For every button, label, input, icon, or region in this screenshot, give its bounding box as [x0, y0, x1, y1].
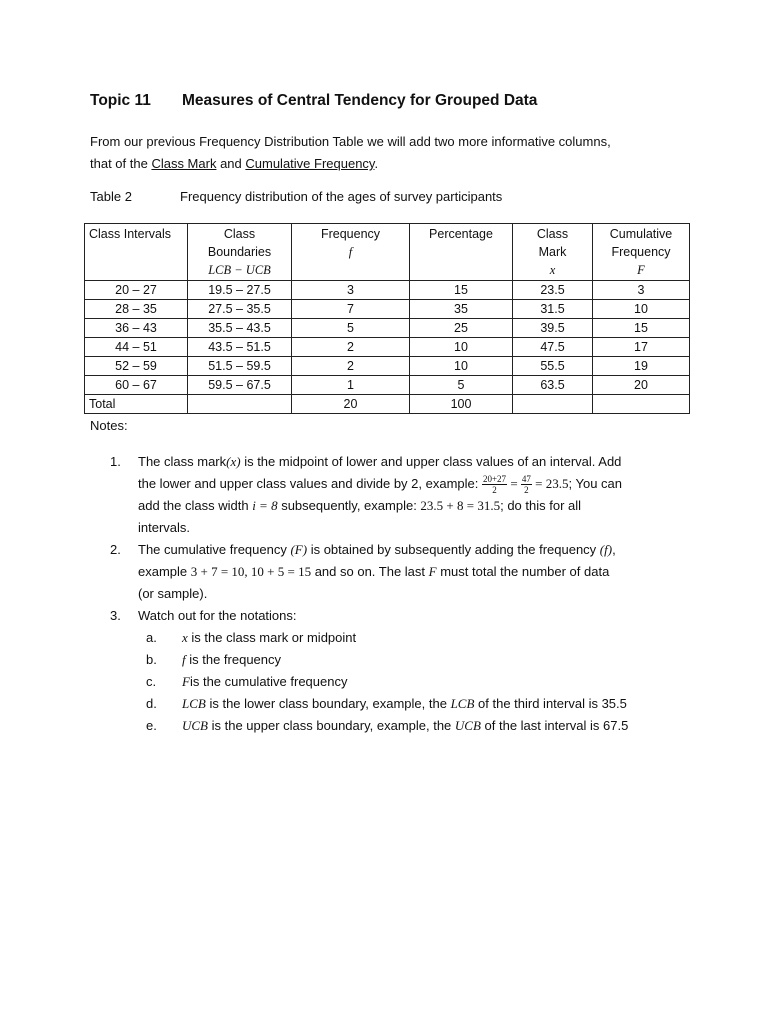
cell-cumulative-frequency: 19 [593, 357, 690, 376]
cell-total-empty [513, 395, 593, 414]
cell-frequency: 2 [292, 338, 410, 357]
table-row [85, 319, 690, 338]
header-class-boundaries: Class Boundaries LCB − UCB [188, 224, 292, 281]
table-total-row [85, 395, 690, 414]
topic-number: Topic 11 [90, 92, 151, 109]
cell-cumulative-frequency: 17 [593, 338, 690, 357]
cell-frequency: 1 [292, 376, 410, 395]
cell-class-boundary: 43.5 – 51.5 [188, 338, 292, 357]
notation-item-c: c. Fis the cumulative frequency [146, 674, 348, 690]
table-header-row [85, 224, 690, 281]
class-mark-term: Class Mark [151, 156, 217, 171]
cell-class-boundary: 19.5 – 27.5 [188, 281, 292, 300]
cell-total-frequency: 20 [292, 395, 410, 414]
cell-class-boundary: 59.5 – 67.5 [188, 376, 292, 395]
cell-class-interval: 52 – 59 [85, 357, 188, 376]
notation-item-b: b. f is the frequency [146, 652, 282, 668]
fraction-sum: $\frac{20+27}{2}$ [482, 474, 507, 496]
cell-cumulative-frequency: 20 [593, 376, 690, 395]
intro-pre: that of the [90, 156, 152, 171]
notation-item-d: d. LCB is the lower class boundary, example, the LCB of the third interval is 35.5 [146, 696, 627, 712]
table-row [85, 357, 690, 376]
cell-percentage: 5 [410, 376, 513, 395]
cell-class-mark: 55.5 [513, 357, 593, 376]
topic-heading: Measures of Central Tendency for Grouped Data [182, 92, 538, 109]
cell-cumulative-frequency: 3 [593, 281, 690, 300]
cell-class-mark: 47.5 [513, 338, 593, 357]
cell-class-boundary: 35.5 – 43.5 [188, 319, 292, 338]
cumulative-frequency-term: Cumulative Frequency [245, 156, 375, 171]
frequency-table [84, 223, 690, 414]
table-caption-text: Frequency distribution of the ages of survey participants [180, 189, 503, 204]
intro-post: . [374, 156, 379, 171]
header-class-intervals: Class Intervals [85, 224, 188, 281]
cell-frequency: 5 [292, 319, 410, 338]
note-item-3: 3. Watch out for the notations: a. x is the class mark or midpoint b. f is the frequency c. Fis the cumulative frequency d. LCB is the lower class boundary, example, the LCB of the third interval is 35.5 e. UCB is the upper class boundary, example, the UCB of the last interval is 67.5 [110, 605, 690, 737]
cell-frequency: 7 [292, 300, 410, 319]
header-percentage: Percentage [410, 224, 513, 281]
header-class-mark: Class Mark x [513, 224, 593, 281]
cell-frequency: 2 [292, 357, 410, 376]
table-caption [90, 189, 502, 204]
cell-class-mark: 63.5 [513, 376, 593, 395]
cell-class-interval: 36 – 43 [85, 319, 188, 338]
table-row [85, 376, 690, 395]
intro-paragraph [90, 131, 680, 175]
cell-class-mark: 31.5 [513, 300, 593, 319]
fraction-half: $\frac{47}{2}$ [521, 474, 531, 496]
cell-percentage: 35 [410, 300, 513, 319]
cell-frequency: 3 [292, 281, 410, 300]
notation-item-a: a. x is the class mark or midpoint [146, 630, 357, 646]
cell-class-boundary: 51.5 – 59.5 [188, 357, 292, 376]
table-caption-label: Table 2 [90, 189, 132, 204]
intro-line1: From our previous Frequency Distribution Table we will add two more informative columns, [90, 134, 611, 149]
cell-percentage: 15 [410, 281, 513, 300]
notes-list [110, 451, 690, 737]
cell-class-mark: 23.5 [513, 281, 593, 300]
cell-percentage: 25 [410, 319, 513, 338]
page-title [90, 92, 537, 110]
cell-class-interval: 60 – 67 [85, 376, 188, 395]
intro-mid: and [216, 156, 246, 171]
cell-percentage: 10 [410, 357, 513, 376]
cell-class-boundary: 27.5 – 35.5 [188, 300, 292, 319]
cell-class-mark: 39.5 [513, 319, 593, 338]
cell-total-empty [593, 395, 690, 414]
cell-total-empty [188, 395, 292, 414]
cell-percentage: 10 [410, 338, 513, 357]
notes-heading: Notes: [90, 418, 128, 433]
cell-class-interval: 44 – 51 [85, 338, 188, 357]
notation-item-e: e. UCB is the upper class boundary, example, the UCB of the last interval is 67.5 [146, 718, 629, 734]
header-frequency: Frequency f [292, 224, 410, 281]
cell-cumulative-frequency: 15 [593, 319, 690, 338]
header-cumulative-frequency: Cumulative Frequency F [593, 224, 690, 281]
note-item-2: 2. The cumulative frequency (F) is obtained by subsequently adding the frequency (f), example 3 + 7 = 10, 10 + 5 = 15 and so on. The last F must total the number of data (or sample). [110, 542, 616, 602]
cell-class-interval: 20 – 27 [85, 281, 188, 300]
table-row [85, 281, 690, 300]
table-row [85, 300, 690, 319]
cell-total-label: Total [85, 395, 188, 414]
note-item-1: 1. The class mark(x) is the midpoint of lower and upper class values of an interval. Add the lower and upper class values and divide by 2, example: $\frac{20+27}{2}$ = $\frac{47}{2}$ = 23.5; You can add the class width i = 8 subsequently, example: 23.5 + 8 = 31.5; do this for all intervals. [110, 454, 622, 536]
cell-cumulative-frequency: 10 [593, 300, 690, 319]
table-row [85, 338, 690, 357]
cell-total-percentage: 100 [410, 395, 513, 414]
cell-class-interval: 28 – 35 [85, 300, 188, 319]
